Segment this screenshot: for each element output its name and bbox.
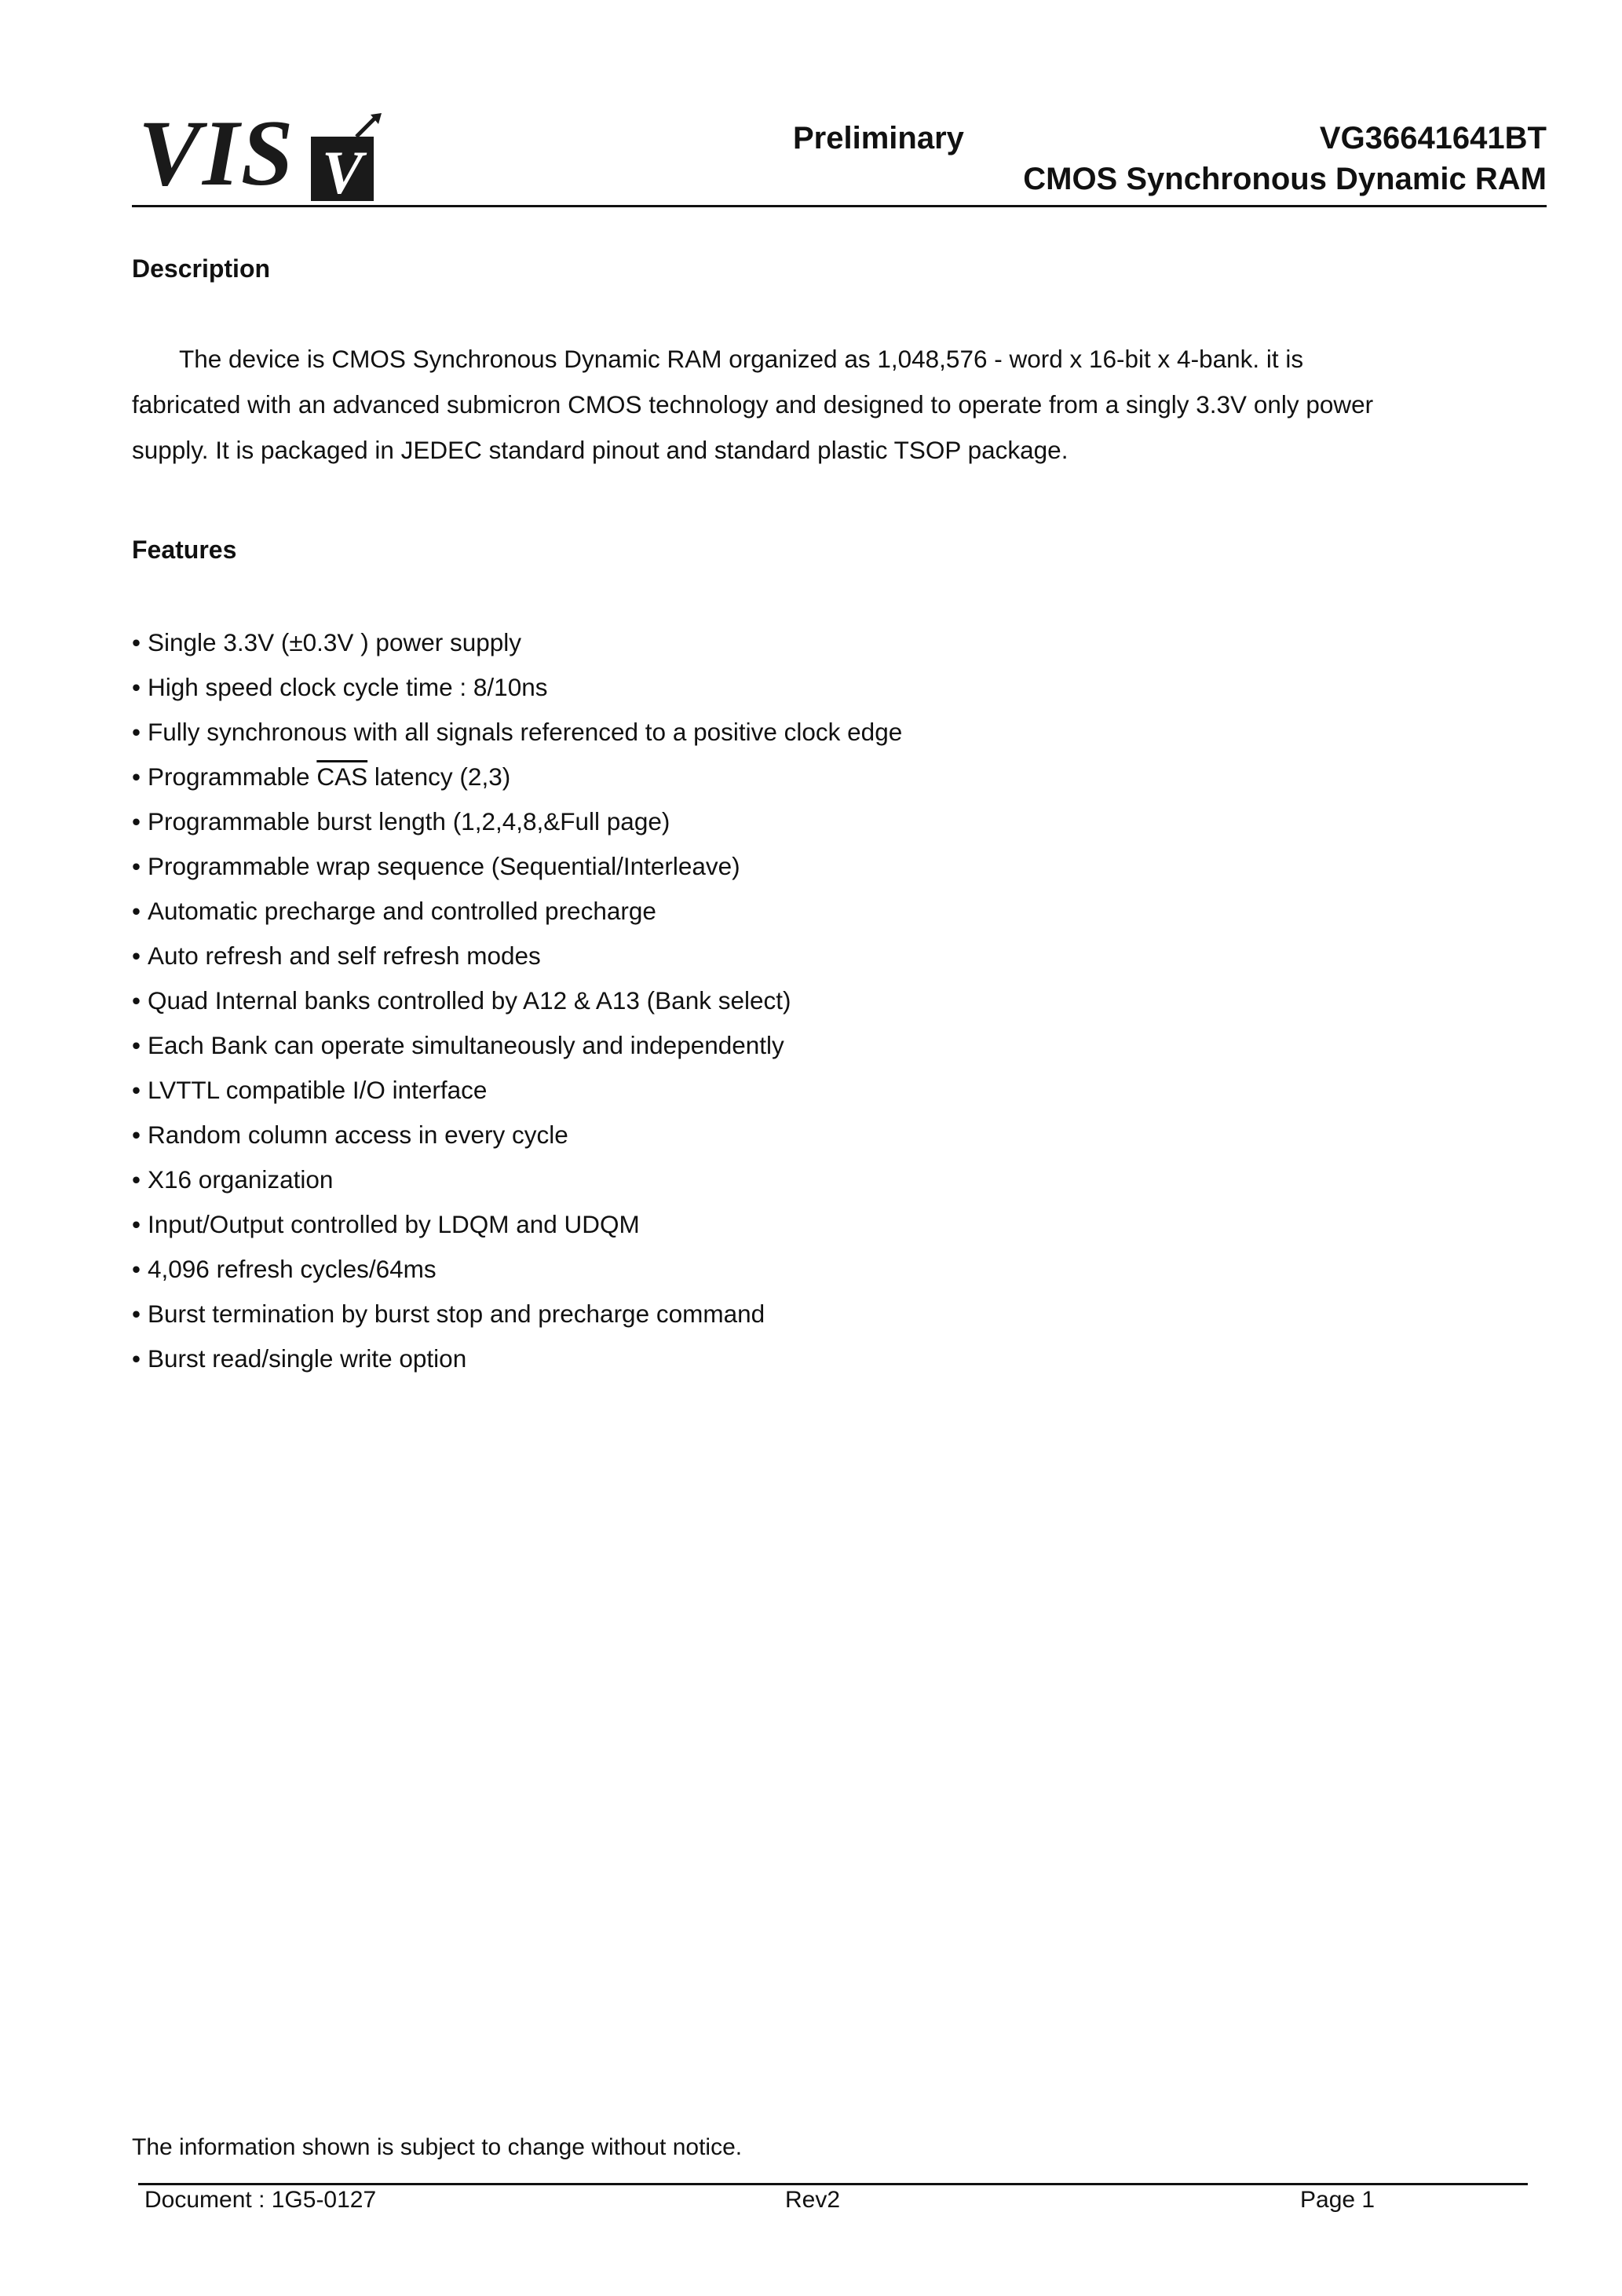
feature-text: Burst termination by burst stop and precharge command bbox=[148, 1300, 765, 1328]
bullet-icon: • bbox=[132, 628, 141, 656]
bullet-icon: • bbox=[132, 1076, 141, 1104]
logo-mark-letter: V bbox=[321, 138, 363, 203]
list-item bbox=[132, 1202, 902, 1247]
description-text: The device is CMOS Synchronous Dynamic RAM organized as 1,048,576 - word x 16-bit x 4-bank. it is fabricated with an advanced submicron CMOS technology and designed to operate from a singly 3.3V only power supply. It is packaged in JEDEC standard pinout and standard plastic TSOP package. bbox=[132, 345, 1374, 464]
list-item bbox=[132, 934, 902, 978]
feature-text: latency (2,3) bbox=[367, 762, 511, 791]
bullet-icon: • bbox=[132, 1300, 141, 1328]
list-item bbox=[132, 710, 902, 755]
list-item bbox=[132, 1157, 902, 1202]
bullet-icon: • bbox=[132, 1210, 141, 1238]
document-status: Preliminary bbox=[793, 121, 964, 155]
bullet-icon: • bbox=[132, 762, 141, 791]
list-item bbox=[132, 1068, 902, 1113]
list-item bbox=[132, 978, 902, 1023]
feature-text: Programmable bbox=[148, 762, 317, 791]
list-item bbox=[132, 755, 902, 799]
features-list bbox=[132, 620, 902, 1381]
bullet-icon: • bbox=[132, 807, 141, 835]
document-number: Document : 1G5-0127 bbox=[144, 2187, 377, 2213]
bullet-icon: • bbox=[132, 941, 141, 970]
bullet-icon: • bbox=[132, 897, 141, 925]
bullet-icon: • bbox=[132, 673, 141, 701]
bullet-icon: • bbox=[132, 1344, 141, 1373]
feature-text: Single 3.3V (±0.3V ) power supply bbox=[148, 628, 522, 656]
features-heading: Features bbox=[132, 536, 237, 564]
feature-text: Fully synchronous with all signals referenced to a positive clock edge bbox=[148, 718, 903, 746]
bullet-icon: • bbox=[132, 1121, 141, 1149]
feature-text: Programmable wrap sequence (Sequential/Interleave) bbox=[148, 852, 740, 880]
company-logo bbox=[138, 102, 389, 204]
page-number: Page 1 bbox=[1300, 2187, 1375, 2213]
feature-text: Programmable burst length (1,2,4,8,&Full page) bbox=[148, 807, 670, 835]
list-item bbox=[132, 1113, 902, 1157]
feature-text: Auto refresh and self refresh modes bbox=[148, 941, 541, 970]
list-item bbox=[132, 1336, 902, 1381]
feature-text: Input/Output controlled by LDQM and UDQM bbox=[148, 1210, 640, 1238]
bullet-icon: • bbox=[132, 852, 141, 880]
list-item bbox=[132, 844, 902, 889]
list-item bbox=[132, 889, 902, 934]
feature-text: High speed clock cycle time : 8/10ns bbox=[148, 673, 548, 701]
logo-mark-icon bbox=[309, 113, 388, 203]
feature-text: Random column access in every cycle bbox=[148, 1121, 568, 1149]
bullet-icon: • bbox=[132, 718, 141, 746]
change-notice: The information shown is subject to change without notice. bbox=[132, 2134, 743, 2160]
description-heading: Description bbox=[132, 254, 271, 283]
list-item bbox=[132, 665, 902, 710]
logo-text: VIS bbox=[138, 101, 295, 205]
feature-text: Quad Internal banks controlled by A12 & A13 (Bank select) bbox=[148, 986, 791, 1015]
bullet-icon: • bbox=[132, 986, 141, 1015]
feature-text: 4,096 refresh cycles/64ms bbox=[148, 1255, 437, 1283]
feature-text: X16 organization bbox=[148, 1165, 334, 1194]
list-item bbox=[132, 1023, 902, 1068]
header-divider bbox=[132, 205, 1547, 207]
list-item bbox=[132, 1247, 902, 1292]
bullet-icon: • bbox=[132, 1255, 141, 1283]
feature-text: Each Bank can operate simultaneously and independently bbox=[148, 1031, 784, 1059]
revision-label: Rev2 bbox=[785, 2187, 841, 2213]
list-item bbox=[132, 1292, 902, 1336]
bullet-icon: • bbox=[132, 1031, 141, 1059]
list-item bbox=[132, 620, 902, 665]
list-item bbox=[132, 799, 902, 844]
feature-text: Automatic precharge and controlled precharge bbox=[148, 897, 656, 925]
document-subtitle: CMOS Synchronous Dynamic RAM bbox=[1023, 162, 1547, 196]
part-number: VG36641641BT bbox=[1319, 121, 1547, 155]
feature-text: LVTTL compatible I/O interface bbox=[148, 1076, 488, 1104]
description-paragraph bbox=[132, 336, 1388, 473]
bullet-icon: • bbox=[132, 1165, 141, 1194]
cas-signal: $\overline{CAS}$ bbox=[316, 762, 368, 791]
feature-text: Burst read/single write option bbox=[148, 1344, 467, 1373]
